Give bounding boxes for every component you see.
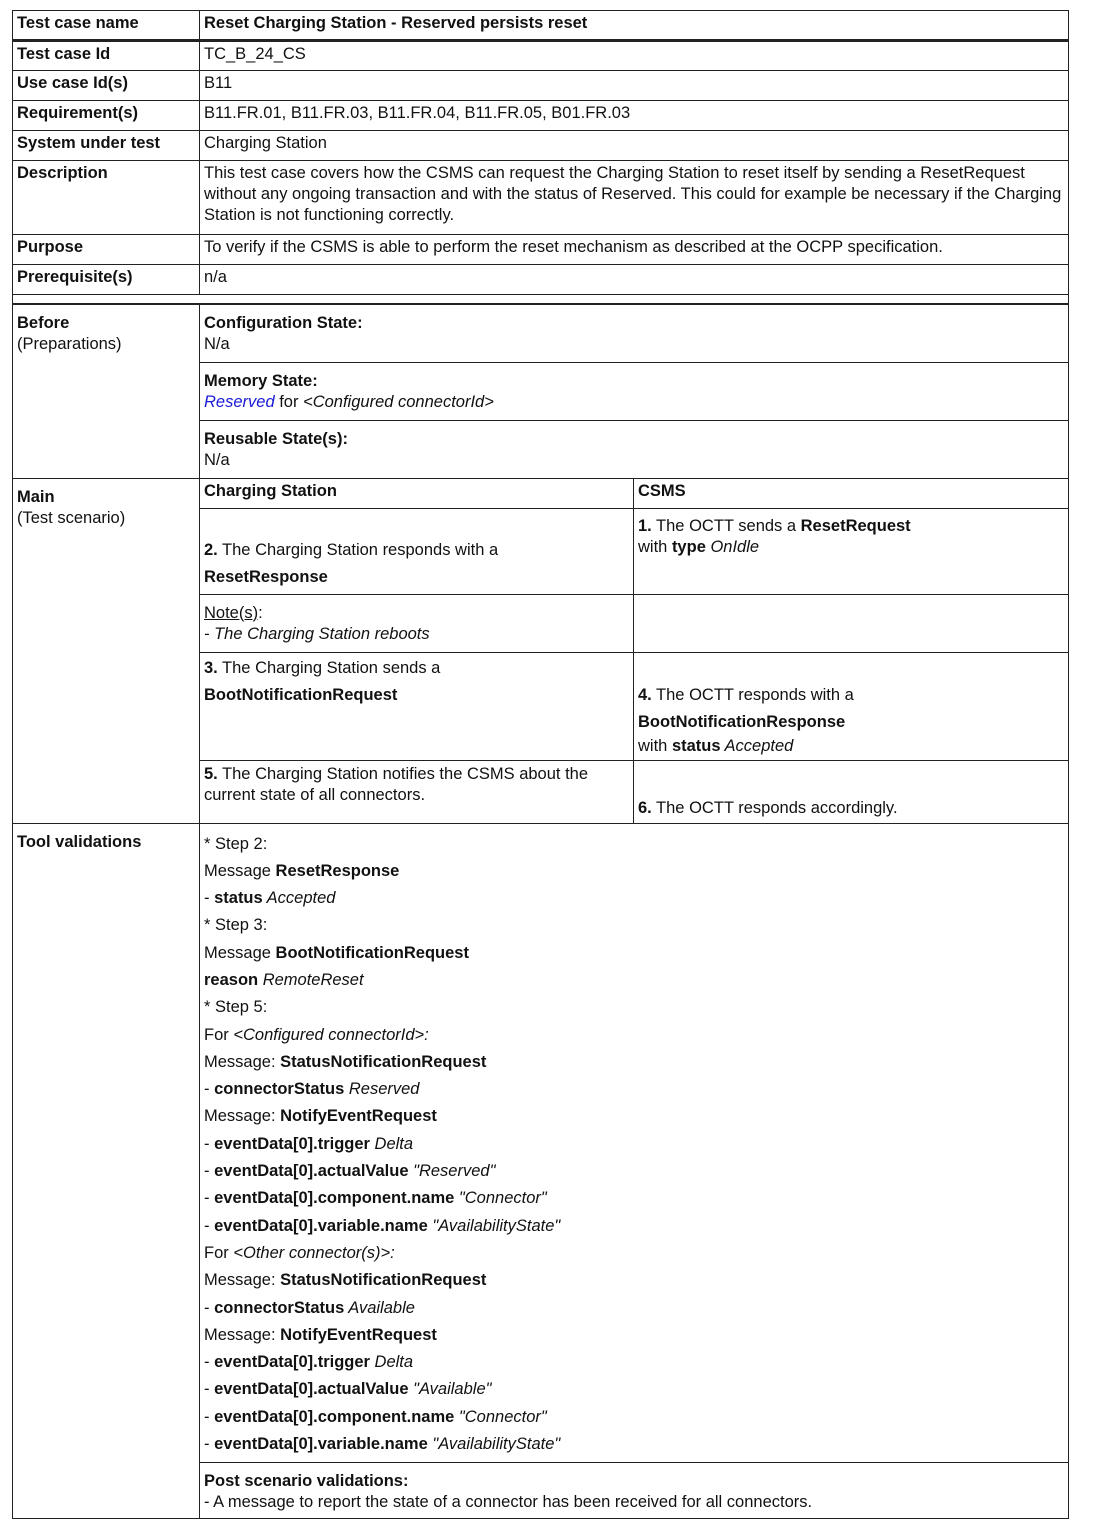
step-6-number: 6.: [638, 798, 652, 817]
tool-validations-list: [200, 823, 1069, 1463]
validation-line: [204, 831, 1064, 858]
row-prerequisites: [13, 265, 1069, 295]
validation-pre: -: [204, 1353, 215, 1372]
memory-reserved-link[interactable]: Reserved: [204, 392, 275, 411]
label-system-under-test: System under test: [13, 131, 200, 161]
validation-pre: -: [204, 1298, 215, 1317]
row-system-under-test: [13, 131, 1069, 161]
before-reusable-state: [200, 420, 1069, 478]
validation-ital: <Configured connectorId>:: [233, 1025, 429, 1044]
label-tool-validations: Tool validations: [13, 823, 200, 1519]
validation-line: [204, 1240, 1064, 1267]
step-3-number: 3.: [204, 658, 218, 677]
row-requirements: [13, 101, 1069, 131]
validation-ital: "AvailabilityState": [427, 1435, 561, 1454]
memory-state-value: [204, 392, 1064, 413]
validation-line: [204, 912, 1064, 939]
validation-bold: NotifyEventRequest: [280, 1107, 437, 1126]
validation-bold: connectorStatus: [214, 1298, 345, 1317]
validation-line: [204, 1376, 1064, 1403]
label-use-case-id: Use case Id(s): [13, 71, 200, 101]
step-3-description: The Charging Station sends a: [217, 658, 441, 677]
validation-ital: "Connector": [454, 1189, 547, 1208]
test-case-table: [12, 10, 1069, 1519]
column-header-charging-station: Charging Station: [200, 478, 634, 508]
validation-pre: -: [204, 1380, 215, 1399]
row-use-case-id: [13, 71, 1069, 101]
step-1-cell: [634, 508, 1069, 594]
config-state-value: N/a: [204, 335, 230, 353]
step-2-description: The Charging Station responds with a: [217, 540, 499, 559]
validation-ital: "AvailabilityState": [427, 1216, 561, 1235]
notes-colon: :: [258, 603, 263, 622]
main-title: Main: [17, 487, 55, 506]
validation-bold: StatusNotificationRequest: [280, 1271, 487, 1290]
validation-pre: -: [204, 1189, 215, 1208]
row-test-case-name: [13, 11, 1069, 41]
step-3-message: BootNotificationRequest: [204, 685, 398, 704]
memory-connector-text: <Configured connectorId>: [303, 392, 494, 411]
validation-bold: connectorStatus: [214, 1080, 345, 1099]
step-5-cell: [200, 760, 634, 823]
validation-ital: Available: [344, 1298, 415, 1317]
value-use-case-id: B11: [200, 71, 1069, 101]
validation-pre: -: [204, 889, 215, 908]
validation-line: [204, 1431, 1064, 1458]
step-1-field: type: [671, 537, 706, 556]
validation-pre: * Step 3:: [204, 916, 268, 935]
validation-line: [204, 967, 1064, 994]
step-4-value: Accepted: [720, 736, 794, 755]
row-before-config: [13, 304, 1069, 362]
validation-pre: Message:: [204, 1107, 281, 1126]
value-test-case-id: TC_B_24_CS: [200, 41, 1069, 71]
notes-text: - The Charging Station reboots: [204, 624, 430, 643]
validation-ital: "Available": [408, 1380, 492, 1399]
validation-pre: Message: [204, 861, 276, 880]
validation-bold: eventData[0].trigger: [214, 1353, 370, 1372]
validation-pre: -: [204, 1407, 215, 1426]
notes-cell: [200, 594, 634, 652]
validation-line: [204, 1295, 1064, 1322]
step-4-with: with: [638, 736, 672, 755]
validation-line: [204, 1185, 1064, 1212]
step-5-number: 5.: [204, 764, 218, 783]
validation-pre: -: [204, 1162, 215, 1181]
validation-line: [204, 885, 1064, 912]
notes-title: [204, 603, 629, 624]
validation-bold: eventData[0].trigger: [214, 1134, 370, 1153]
step-2-message: ResetResponse: [204, 567, 328, 586]
validation-ital: Reserved: [344, 1080, 420, 1099]
label-test-case-id: Test case Id: [13, 41, 200, 71]
step-4-number: 4.: [638, 685, 652, 704]
label-test-case-name: Test case name: [13, 11, 200, 41]
label-prerequisites: Prerequisite(s): [13, 265, 200, 295]
post-scenario-cell: [200, 1463, 1069, 1519]
step-2-text: [204, 537, 629, 564]
validation-bold: status: [214, 889, 263, 908]
validation-pre: * Step 5:: [204, 998, 268, 1017]
label-before: [13, 304, 200, 478]
validation-line: [204, 1267, 1064, 1294]
value-description: This test case covers how the CSMS can request the Charging Station to reset itself by sending a ResetRequest without any ongoing transaction and with the status of Reserved. This could for example be necessary if the Charging Station is not functioning correctly.: [200, 161, 1069, 235]
post-scenario-text: - A message to report the state of a connector has been received for all connectors.: [204, 1493, 813, 1512]
validation-line: [204, 994, 1064, 1021]
value-test-case-name: Reset Charging Station - Reserved persists reset: [200, 11, 1069, 41]
label-main: [13, 478, 200, 823]
value-purpose: To verify if the CSMS is able to perform the reset mechanism as described at the OCPP specification.: [200, 235, 1069, 265]
step-4-cell: [634, 652, 1069, 760]
validation-ital: Accepted: [262, 889, 336, 908]
validation-line: [204, 1076, 1064, 1103]
step-3-text: [204, 655, 629, 682]
validation-bold: BootNotificationRequest: [275, 943, 469, 962]
row-description: [13, 161, 1069, 235]
validation-ital: RemoteReset: [258, 970, 364, 989]
step-1-value: OnIdle: [705, 537, 760, 556]
validation-pre: * Step 2:: [204, 834, 268, 853]
notes-label: Note(s): [204, 603, 259, 622]
validation-bold: eventData[0].actualValue: [214, 1380, 409, 1399]
main-subtitle: (Test scenario): [17, 508, 126, 527]
validation-pre: For: [204, 1025, 234, 1044]
validation-pre: Message:: [204, 1325, 281, 1344]
step-4-description: The OCTT responds with a: [651, 685, 854, 704]
step-1-description: The OCTT sends a: [651, 516, 801, 535]
validation-bold: StatusNotificationRequest: [280, 1052, 487, 1071]
step-2-number: 2.: [204, 540, 218, 559]
validation-line: [204, 1049, 1064, 1076]
memory-state-title: Memory State:: [204, 371, 318, 390]
before-title: Before: [17, 314, 70, 332]
step-2-cell: [200, 508, 634, 594]
validation-bold: eventData[0].actualValue: [214, 1162, 409, 1181]
validation-ital: Delta: [369, 1353, 414, 1372]
validation-pre: Message: [204, 943, 276, 962]
row-test-case-id: [13, 41, 1069, 71]
step-1-with: with: [638, 537, 672, 556]
reusable-state-title: Reusable State(s):: [204, 429, 348, 448]
validation-ital: <Other connector(s)>:: [233, 1243, 395, 1262]
row-tool-validations: [13, 823, 1069, 1463]
reusable-state-value: N/a: [204, 450, 230, 469]
validation-pre: -: [204, 1435, 215, 1454]
separator-cell: [13, 295, 1069, 305]
validation-bold: eventData[0].component.name: [214, 1407, 455, 1426]
validation-line: [204, 940, 1064, 967]
validation-bold: reason: [204, 970, 259, 989]
memory-for-text: for: [274, 392, 304, 411]
validation-line: [204, 1349, 1064, 1376]
step-4-text: [638, 682, 1064, 709]
value-system-under-test: Charging Station: [200, 131, 1069, 161]
validation-line: [204, 1131, 1064, 1158]
validation-line: [204, 1213, 1064, 1240]
step-5-description: The Charging Station notifies the CSMS about the current state of all connectors.: [204, 764, 589, 804]
step-6-description: The OCTT responds accordingly.: [651, 798, 898, 817]
validation-line: [204, 1404, 1064, 1431]
step-6-cell: [634, 760, 1069, 823]
validation-line: [204, 1103, 1064, 1130]
validation-line: [204, 858, 1064, 885]
post-scenario-title: Post scenario validations:: [204, 1472, 409, 1491]
row-purpose: [13, 235, 1069, 265]
validation-pre: -: [204, 1216, 215, 1235]
validation-bold: eventData[0].variable.name: [214, 1435, 428, 1454]
step-1-message: ResetRequest: [800, 516, 911, 535]
validation-line: [204, 1158, 1064, 1185]
step-4-field: status: [671, 736, 721, 755]
validation-pre: Message:: [204, 1271, 281, 1290]
row-main-header: [13, 478, 1069, 508]
step-4-message: BootNotificationResponse: [638, 712, 846, 731]
value-prerequisites: n/a: [200, 265, 1069, 295]
validation-line: [204, 1022, 1064, 1049]
label-purpose: Purpose: [13, 235, 200, 265]
config-state-title: Configuration State:: [204, 314, 363, 332]
label-requirements: Requirement(s): [13, 101, 200, 131]
step-1-detail: [638, 537, 1064, 558]
validation-bold: NotifyEventRequest: [280, 1325, 437, 1344]
step-1-number: 1.: [638, 516, 652, 535]
step-1-text: [638, 516, 1064, 537]
validation-bold: ResetResponse: [275, 861, 400, 880]
validation-pre: -: [204, 1080, 215, 1099]
validation-pre: Message:: [204, 1052, 281, 1071]
validation-bold: eventData[0].component.name: [214, 1189, 455, 1208]
before-subtitle: (Preparations): [17, 335, 122, 353]
step-3-cell: [200, 652, 634, 760]
before-config-state: [200, 304, 1069, 362]
before-memory-state: [200, 362, 1069, 420]
validation-pre: -: [204, 1134, 215, 1153]
value-requirements: B11.FR.01, B11.FR.03, B11.FR.04, B11.FR.05, B01.FR.03: [200, 101, 1069, 131]
label-description: Description: [13, 161, 200, 235]
validation-bold: eventData[0].variable.name: [214, 1216, 428, 1235]
validation-ital: "Connector": [454, 1407, 547, 1426]
validation-pre: For: [204, 1243, 234, 1262]
validation-ital: "Reserved": [408, 1162, 496, 1181]
test-case-document: [12, 10, 1068, 1519]
validation-line: [204, 1322, 1064, 1349]
validation-ital: Delta: [369, 1134, 414, 1153]
notes-csms-empty: [634, 594, 1069, 652]
separator-row: [13, 295, 1069, 305]
validation-lines: [204, 831, 1064, 1459]
column-header-csms: CSMS: [634, 478, 1069, 508]
step-4-detail: [638, 736, 1064, 757]
